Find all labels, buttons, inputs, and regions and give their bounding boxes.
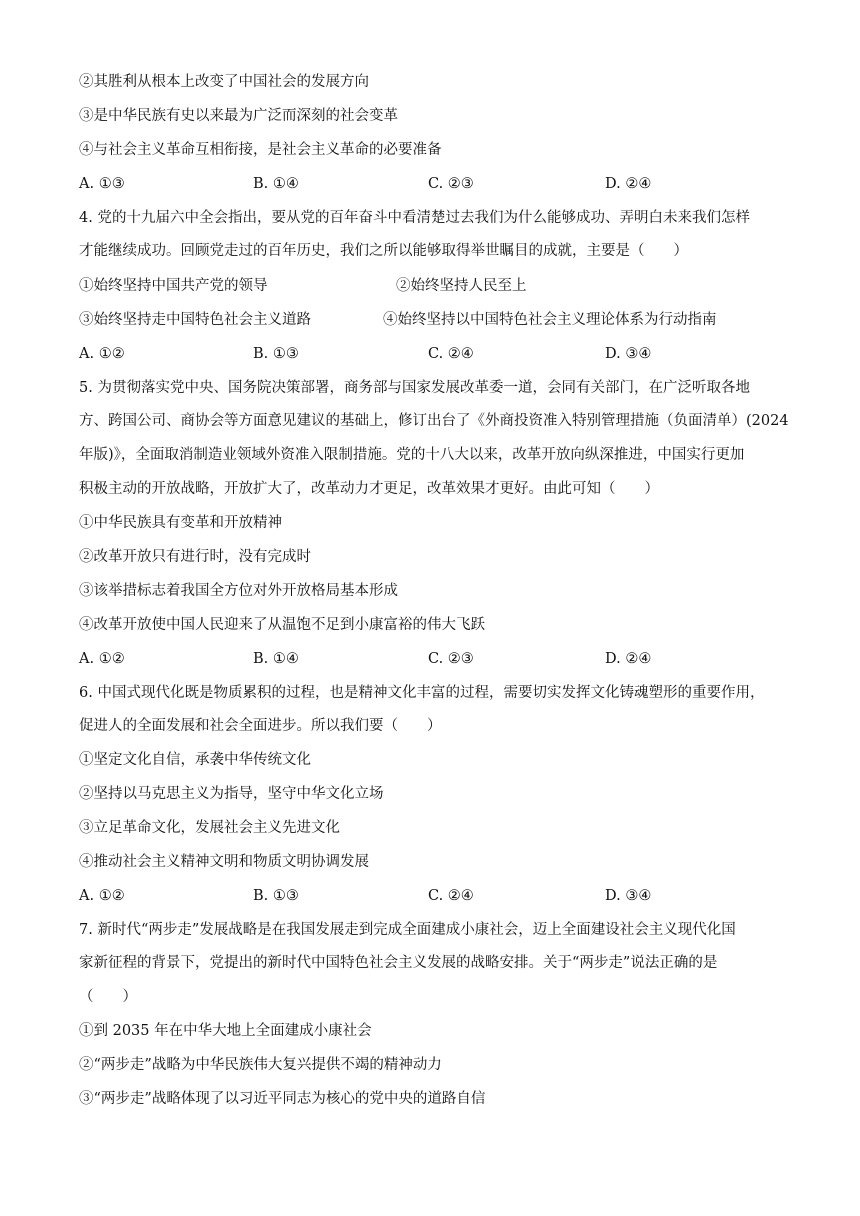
q5-statement-1: ①中华民族具有变革和开放精神: [79, 515, 282, 531]
q5-statement-2: ②改革开放只有进行时，没有完成时: [79, 549, 311, 565]
q4-option-c: C. ②④: [428, 346, 474, 362]
q4-statement-4: ④始终坚持以中国特色社会主义理论体系为行动指南: [383, 312, 717, 328]
q5-stem-line-2: 方、跨国公司、商协会等方面意见建议的基础上，修订出台了《外商投资准入特别管理措施（负面清单）(2024: [79, 413, 789, 429]
q6-statement-2: ②坚持以马克思主义为指导，坚守中华文化立场: [79, 786, 384, 802]
q6-option-c: C. ②④: [428, 888, 474, 904]
q7-statement-3: ③“两步走”战略体现了以习近平同志为核心的党中央的道路自信: [79, 1091, 486, 1107]
q6-statement-4: ④推动社会主义精神文明和物质文明协调发展: [79, 854, 369, 870]
q5-option-d: D. ②④: [605, 651, 652, 667]
q3-option-b: B. ①④: [253, 176, 299, 192]
q6-option-d: D. ③④: [605, 888, 652, 904]
q7-statement-1: ①到 2035 年在中华大地上全面建成小康社会: [79, 1023, 372, 1039]
q4-statement-1: ①始终坚持中国共产党的领导: [79, 278, 268, 294]
q7-stem-line-2: 家新征程的背景下，党提出的新时代中国特色社会主义发展的战略安排。关于“两步走”说法正确的是: [79, 955, 718, 971]
q3-statement-4: ④与社会主义革命互相衔接，是社会主义革命的必要准备: [79, 142, 442, 158]
q5-option-a: A. ①②: [79, 651, 125, 667]
q3-option-d: D. ②④: [605, 176, 652, 192]
q3-statement-2: ②其胜利从根本上改变了中国社会的发展方向: [79, 74, 369, 90]
q4-stem-line-1: 4. 党的十九届六中全会指出，要从党的百年奋斗中看清楚过去我们为什么能够成功、弄明白未来我们怎样: [79, 210, 750, 226]
q6-stem-line-1: 6. 中国式现代化既是物质累积的过程，也是精神文化丰富的过程，需要切实发挥文化铸魂塑形的重要作用，: [79, 685, 765, 701]
q5-stem-line-4: 积极主动的开放战略，开放扩大了，改革动力才更足，改革效果才更好。由此可知（ ）: [79, 481, 659, 497]
q4-option-d: D. ③④: [605, 346, 652, 362]
q3-option-a: A. ①③: [79, 176, 125, 192]
q4-statement-2: ②始终坚持人民至上: [396, 278, 527, 294]
q4-option-a: A. ①②: [79, 346, 125, 362]
q6-option-b: B. ①③: [253, 888, 299, 904]
q3-statement-3: ③是中华民族有史以来最为广泛而深刻的社会变革: [79, 108, 398, 124]
q7-stem-line-3: （ ）: [79, 989, 137, 1005]
q4-statement-3: ③始终坚持走中国特色社会主义道路: [79, 312, 311, 328]
q4-option-b: B. ①③: [253, 346, 299, 362]
q6-stem-line-2: 促进人的全面发展和社会全面进步。所以我们要（ ）: [79, 718, 442, 734]
q7-statement-2: ②“两步走”战略为中华民族伟大复兴提供不竭的精神动力: [79, 1057, 442, 1073]
q5-stem-line-3: 年版)》，全面取消制造业领域外资准入限制措施。党的十八大以来，改革开放向纵深推进，中国实行更加: [79, 447, 745, 463]
q6-statement-1: ①坚定文化自信，承袭中华传统文化: [79, 752, 311, 768]
q5-option-b: B. ①④: [253, 651, 299, 667]
q6-option-a: A. ①②: [79, 888, 125, 904]
q7-stem-line-1: 7. 新时代“两步走”发展战略是在我国发展走到完成全面建成小康社会，迈上全面建设社会主义现代化国: [79, 922, 736, 938]
q5-stem-line-1: 5. 为贯彻落实党中央、国务院决策部署，商务部与国家发展改革委一道，会同有关部门，在广泛听取各地: [79, 380, 750, 396]
q4-stem-line-2: 才能继续成功。回顾党走过的百年历史，我们之所以能够取得举世瞩目的成就，主要是（ ）: [79, 243, 688, 259]
q5-statement-4: ④改革开放使中国人民迎来了从温饱不足到小康富裕的伟大飞跃: [79, 617, 485, 633]
q5-statement-3: ③该举措标志着我国全方位对外开放格局基本形成: [79, 583, 398, 599]
q6-statement-3: ③立足革命文化，发展社会主义先进文化: [79, 820, 340, 836]
q5-option-c: C. ②③: [428, 651, 474, 667]
q3-option-c: C. ②③: [428, 176, 474, 192]
